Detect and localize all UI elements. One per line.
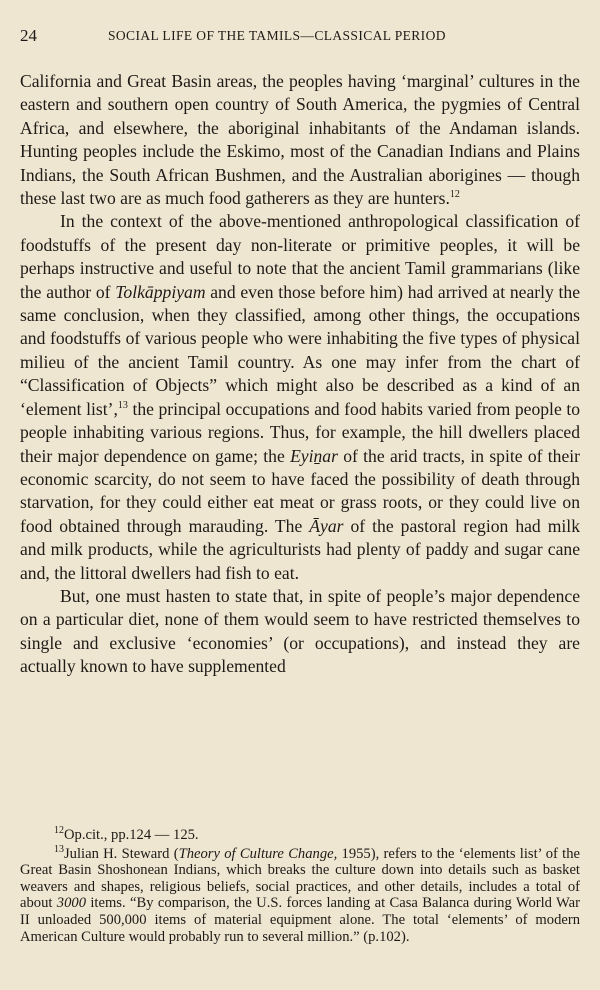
paragraph-2-text-e: of the pastoral region had milk and milk products, while the agriculturists had plenty of paddy and sugar cane and, the littoral dwellers had fish to eat. [20,515,580,583]
paragraph-2-text-d: of the arid tracts, in spite of their economic scarcity, do not seem to have faced the possibility of death through starvation, for they could either eat meat or grass roots, or they could live on food obtained through marauding. The [20,445,580,536]
footnote-13-book-title: Theory of Culture Change, [178,845,338,862]
running-head: SOCIAL LIFE OF THE TAMILS—CLASSICAL PERIOD [108,28,446,43]
term-eyinar: Eyiṉar [290,445,338,466]
paragraph-2-text-a: In the context of the above-mentioned anthropological classification of foodstuffs of the present day non-literate or primitive peoples, it will be perhaps instructive and useful to note that the ancient Tamil grammarians (like the author of [20,211,580,302]
footnotes [20,827,580,945]
paragraph-1-text: California and Great Basin areas, the peoples having ‘marginal’ cultures in the eastern and southern open country of South America, the pygmies of Central Africa, and elsewhere, the aboriginal inhabitants of the Andaman islands. Hunting peoples include the Eskimo, most of the Canadian Indians and Plains Indians, the South African Bushmen, and the Australian aborigines — though these last two are as much food gatherers as they are hunters. [20,71,580,209]
footnote-ref-12: 12 [449,189,460,201]
footnote-13-number: 3000 [56,895,86,912]
footnote-12-mark: 12 [54,825,64,837]
footnote-12 [20,827,580,844]
page-number: 24 [20,26,37,45]
work-title-tolkappiyam: Tolkāppiyam [115,281,206,302]
paragraph-2 [20,210,580,585]
paragraph-3 [20,585,580,679]
page-header [20,26,580,50]
paragraph-2-text-b: and even those before him) had arrived at nearly the same conclusion, when they classified, among other things, the occupations and foodstuffs of various people who were inhabiting the five types of physical milieu of the ancient Tamil country. As one may infer from the chart of “Classification of Objects” which might also be described as a kind of an ‘element list’, [20,281,581,419]
footnote-13-text-c: items. “By comparison, the U.S. forces landing at Casa Balanca during World War II unloaded 500,000 items of material equipment alone. The total ‘elements’ of modern American Culture would probably run to several million.” (p.102). [20,895,580,945]
footnote-ref-13: 13 [117,399,128,411]
footnote-13 [20,843,580,946]
body-text [20,70,580,679]
footnote-13-text-b: 1955), refers to the ‘elements list’ of the Great Basin Shoshonean Indians, which breaks the culture down into details such as basket weavers and shapes, religious beliefs, social practices, and other details, includes a total of about [20,845,580,912]
footnote-13-mark: 13 [54,843,64,855]
paragraph-1 [20,70,580,210]
paragraph-2-text-c: the principal occupations and food habits varied from people to people inhabiting various regions. Thus, for example, the hill dwellers placed their major dependence on game; the [20,398,581,466]
term-ayar: Āyar [309,515,344,536]
footnote-12-text: Op.cit., pp.124 — 125. [64,827,199,843]
paragraph-3-text: But, one must hasten to state that, in spite of people’s major dependence on a particular diet, none of them would seem to have restricted themselves to single and exclusive ‘economies’ (or occupations), and instead they are actually known to have supplemented [20,585,580,677]
footnote-13-text-a: Julian H. Steward ( [64,845,179,862]
